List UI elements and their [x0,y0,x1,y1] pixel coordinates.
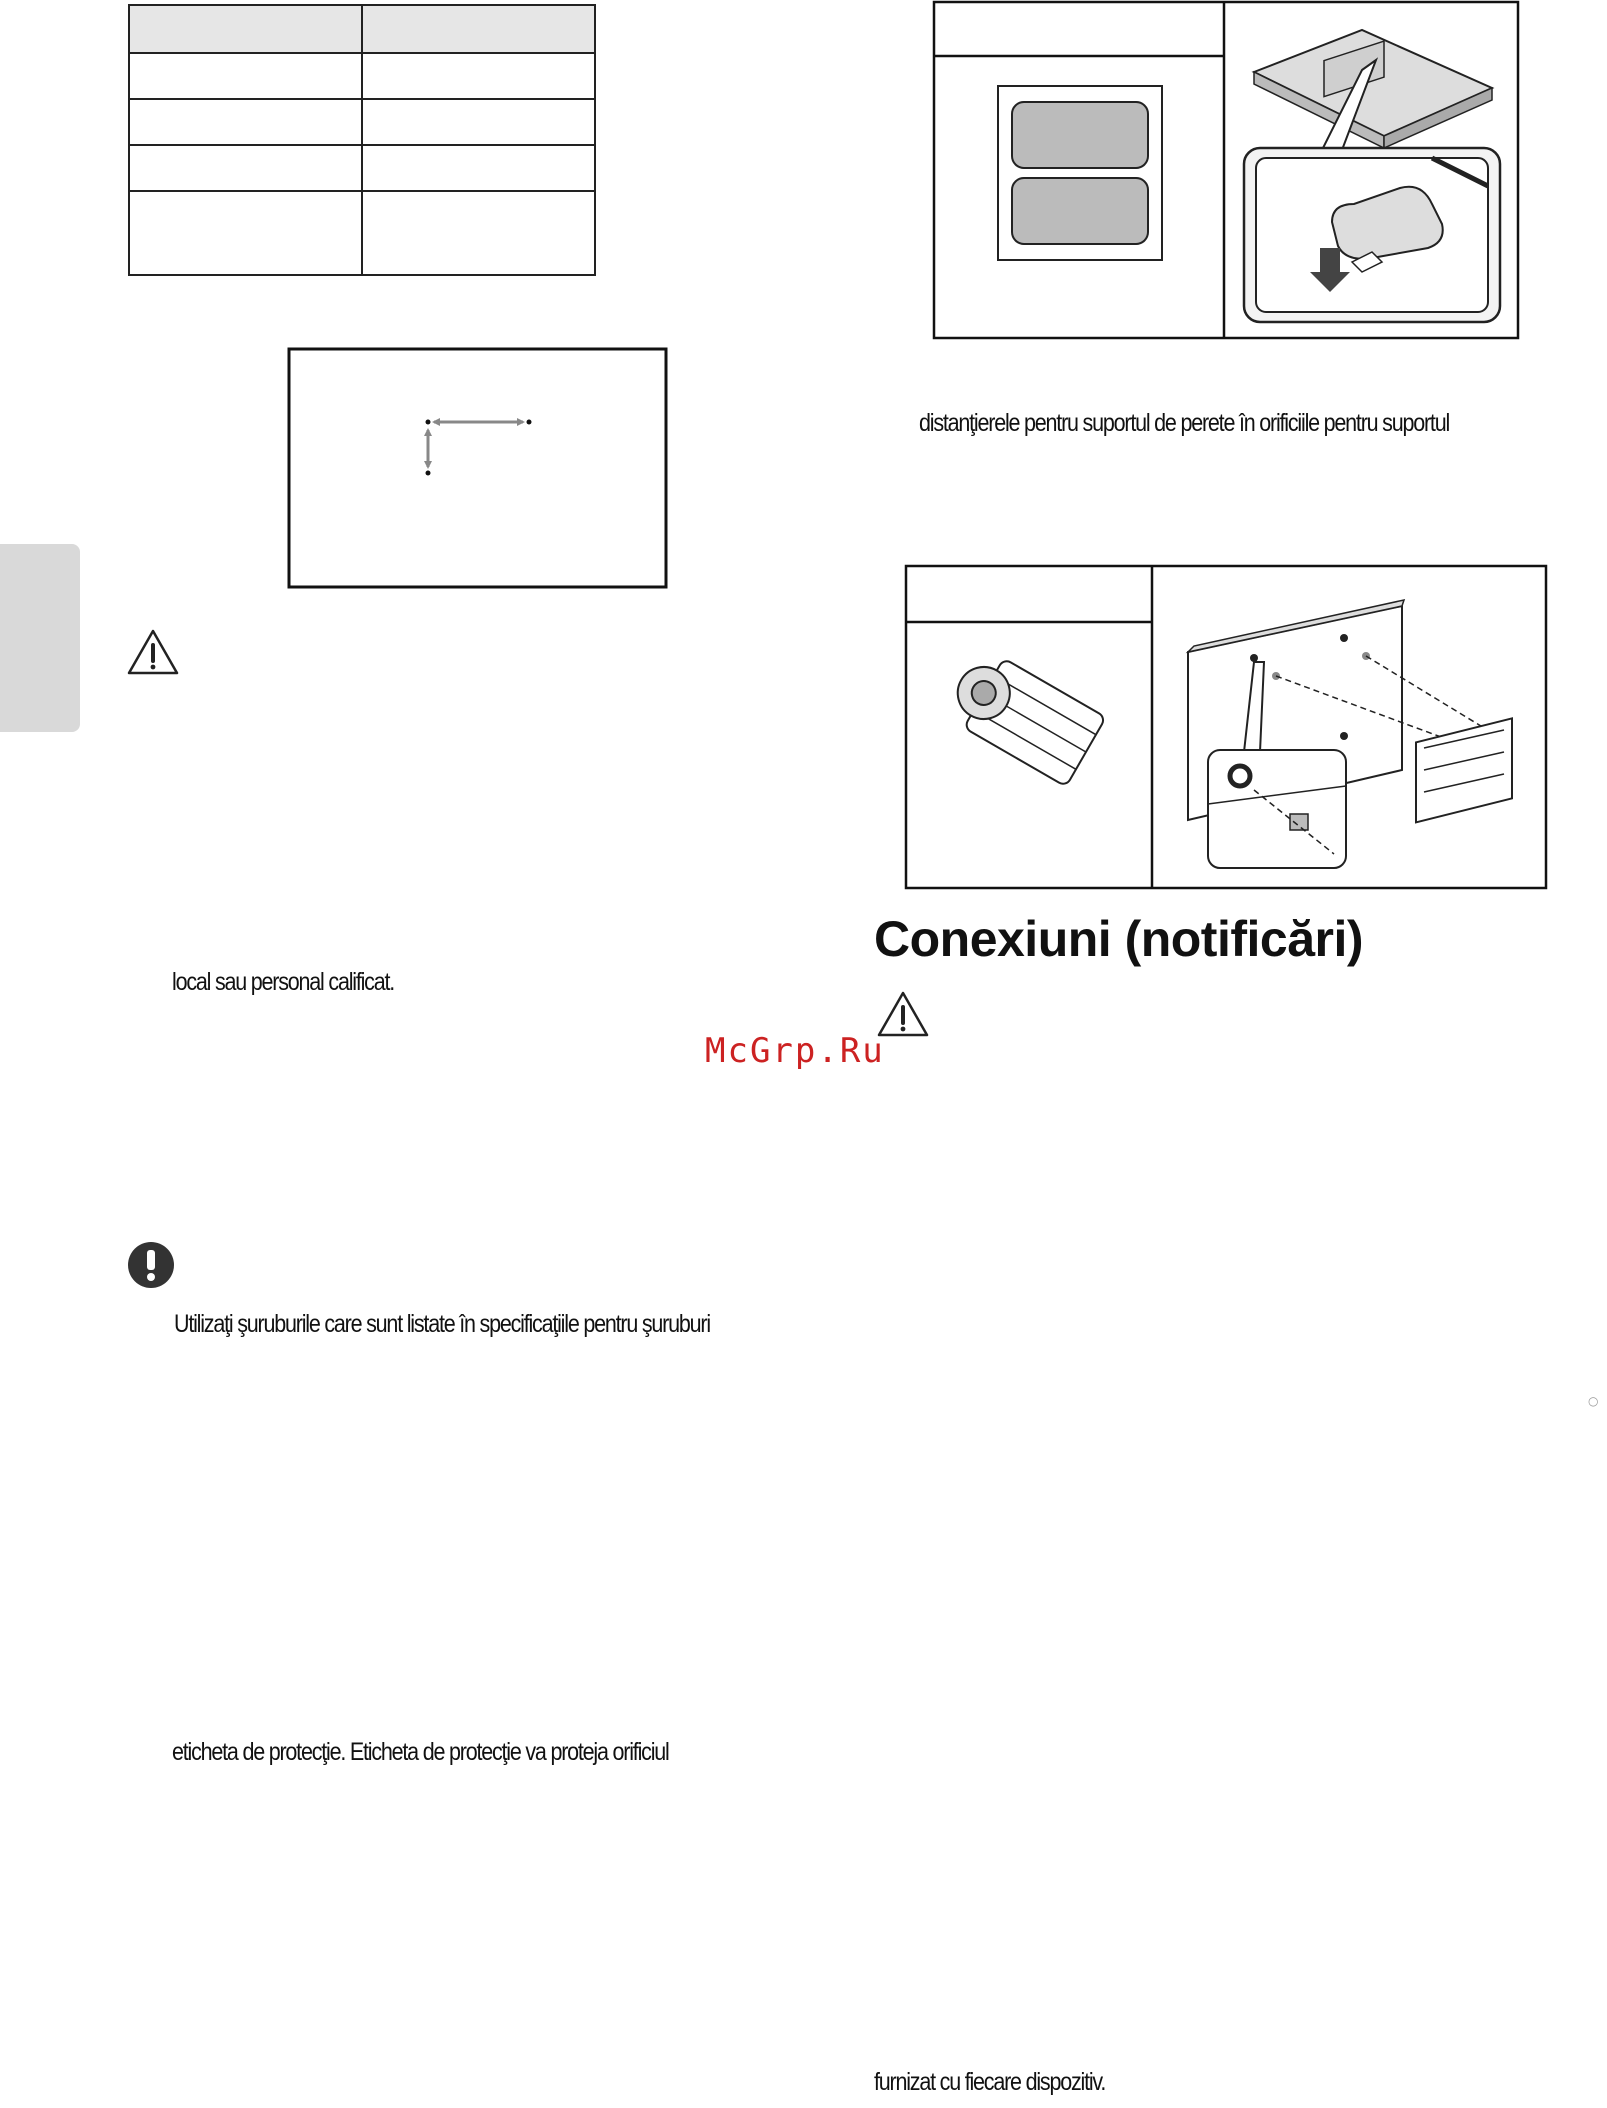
vesa-spec-table [128,4,596,276]
table-row [129,191,595,275]
table-row [129,99,595,145]
protective-label-illustration [932,0,1522,342]
caution-text: local sau personal calificat. [172,968,395,996]
table-row [129,53,595,99]
note-text: Utilizaţi şuruburile care sunt listate în specificaţiile pentru şuruburi [174,1310,710,1338]
exclamation-circle-icon [126,1240,176,1290]
page-marker: ○ [1588,1394,1599,1408]
table-cell [129,5,362,53]
warning-triangle-icon [126,628,180,676]
table-cell [362,99,595,145]
spacer-text: distanţierele pentru suportul de perete în orificiile pentru suportul [919,409,1450,437]
table-cell [129,53,362,99]
table-cell [362,5,595,53]
table-row [129,145,595,191]
footer-text: furnizat cu fiecare dispozitiv. [874,2068,1106,2096]
watermark: McGrp.Ru [705,1031,885,1071]
table-cell [129,99,362,145]
table-cell [362,191,595,275]
table-cell [362,145,595,191]
table-cell [129,145,362,191]
vesa-dimension-diagram [287,347,669,591]
section-heading: Conexiuni (notificări) [874,911,1363,967]
language-side-tab [0,544,80,732]
table-header-row [129,5,595,53]
protection-label-text: eticheta de protecţie. Eticheta de protecţie va proteja orificiul [172,1738,669,1766]
spacer-installation-illustration [904,564,1548,890]
table-cell [362,53,595,99]
table-cell [129,191,362,275]
